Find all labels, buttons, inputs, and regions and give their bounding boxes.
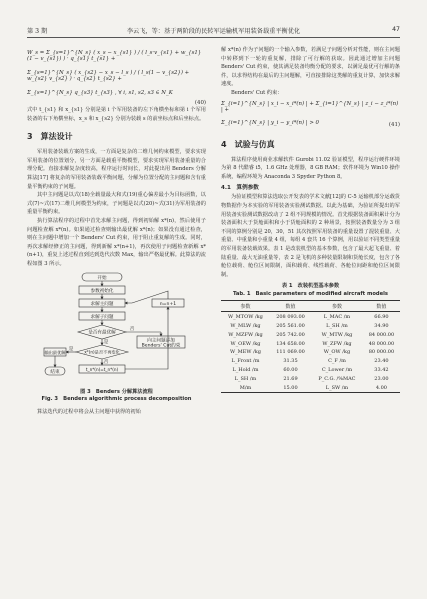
table-cell: 33.42 — [374, 367, 389, 374]
table-cell: W_MTOW /kg — [228, 313, 263, 320]
right-column — [221, 46, 400, 393]
flow-cut-label: 向主问题添加 — [146, 337, 175, 343]
table-cell: L_SH /m — [326, 322, 348, 329]
table-cell: 205 561.00 — [276, 322, 305, 329]
equation-41-line2: Σ_{i=1}^{N_s} | y_i − y_i*(n) | > 0 — [221, 119, 319, 126]
table-cell: L_MAC /m — [323, 313, 351, 320]
table-header-cell: 数值 — [270, 301, 311, 312]
flow-decision2-label: x*(n)是否不再变化 — [83, 349, 120, 355]
equation-41-number: (41) — [388, 121, 400, 128]
table-cell: 4.00 — [363, 383, 400, 392]
subsection-4-1-heading: 4.1 算例参数 — [221, 185, 259, 192]
equation-41 — [221, 101, 400, 131]
table-row — [221, 312, 400, 321]
equation-40-line3: Σ_{s=1}^{N_s} q_{s3} t_{s3} , ∀ i, s1, s2, s3 ∈ N_K — [27, 90, 173, 96]
table-header-cell: 数值 — [363, 301, 400, 312]
table-cell: W_OEW /kg — [230, 340, 261, 347]
flow-output-label: 输出最优解 — [44, 349, 65, 355]
table-cell: W_MZFW /kg — [228, 331, 263, 338]
figure-3-caption-en: Fig. 3 Benders algorithmic process decomposition — [41, 396, 192, 402]
table-row — [221, 348, 400, 357]
table-cell: 21.69 — [283, 376, 298, 383]
table-cell: 205 742.00 — [276, 331, 305, 338]
table-cell: 84 000.00 — [368, 331, 395, 338]
section-4-heading: 4 试验与仿真 — [221, 139, 275, 149]
left-column — [27, 46, 206, 416]
table-cell: 80 000.00 — [368, 349, 395, 356]
section-3-heading: 3 算法设计 — [27, 132, 73, 142]
table-cell: C_F /m — [328, 358, 346, 365]
equation-40-number: (40) — [194, 100, 206, 106]
equation-40 — [27, 50, 206, 106]
table-cell: L_Front /m — [231, 358, 260, 365]
table-1-title-en: Tab. 1 Basic parameters of modified aircraft models — [232, 290, 389, 297]
table-row — [221, 357, 400, 366]
flow-cut-label2: Benders' Cut约束 — [141, 342, 180, 348]
table-1-title-zh: 表 1 改装机型基本参数 — [281, 283, 340, 290]
table-header-row — [221, 301, 400, 312]
paragraph-4-2: 为验证模型和算法选取公开发表的学术文献[12]的 C-5 运输机部分运载货物数据作为本实验的军用装备实验测试数据。以此为基础，为验证所提出的军用装备实验测试数据改动了 2 组不同规模的情况。首先根据装备面积累计分为装备面积大于货舱面积和小于货舱面积的 2 种场景，按照装备数量分为 3 组不同的算例分别是 20，30，51 其次按照军用装备的重量设置了混装重量、大重量、中重量和小重量 4 组，每组 4 套共 16 个算例，用以验证不同类型重量的军用装备装载效果。表 1 是改装机型的基本参数，包含了最大起飞重量、着陆重量、最大无油重量等，表 2 是飞机的多种装量限制和货舱长度，包含了各舱位载荷、舱位区间限制，面积载荷、线性载荷、各舱位间距和舱位区间限制。 — [221, 194, 400, 278]
table-cell: 60.00 — [283, 367, 298, 374]
table-header-cell: 参数 — [311, 301, 363, 312]
paragraph-3-2: 其中主问题是以式(18)全载量最大和式(19)重心偏差最小为目标函数，以式(7)~式(17)二维几何模型为约束，子问题是以式(20)~式(31)为军用装备的重量平衡约束。 — [27, 192, 206, 216]
flow-iter-label: n=n+1 — [159, 301, 176, 307]
table-cell: P_C.G. /%MAC — [318, 376, 356, 383]
flow-no-label: 否 — [129, 326, 134, 332]
flow-yes-label-2: 是 — [68, 346, 73, 352]
equation-41-line1: Σ_{i=1}^{N_s} | x_i − x_i*(n) | + Σ_{i=1}^{N_s} | z_i − z_i*(n) | + — [221, 100, 399, 113]
table-cell: 208 093.00 — [276, 313, 305, 320]
figure-3-caption-zh: 图 3 Benders 分解算法流程 — [80, 388, 153, 395]
table-cell: L_SW /m — [311, 383, 363, 392]
table-cell: 134 658.00 — [276, 340, 305, 347]
table-cell: W_MEW /kg — [229, 349, 261, 356]
paragraph-right-0: 解 x*(n) 作为子问题的一个输入参数，若满足子问题分析对性能，则在主问题中转移到下一轮的重复解，排除了可行解的获取。因此通过增加主问题 Benders' Cut 约束，使其满足装备均衡分配的要求，以满足最优可行解的条件，以求得结构在最后的主问题解，可直接排除这类解的重复计算，加快求解速度。 — [221, 47, 400, 88]
running-title: 李云飞，等：基于两阶段的民转军运输机军用装备载重平衡优化 — [126, 28, 301, 35]
flow-end-label: 结束 — [49, 369, 60, 375]
table-cell: 23.40 — [374, 358, 389, 365]
table-cell: M/m — [221, 383, 270, 392]
table-row — [221, 375, 400, 384]
paragraph-4-1: 算法程序使用商业求解软件 Gurobi 11.02 验证模型，程序运行硬件环境为第 8 代酷睿 i5，1.6 GHz 处理器，8 GB RAM；软件环境为 Win10 操作系统，编程环境为 Anaconda 3 Spyder Python 8。 — [221, 156, 400, 180]
table-cell: C_Lower /m — [321, 367, 353, 374]
benders-cut-intro: Benders' Cut 约束： — [231, 89, 283, 96]
flow-decision-label: 是否有最优解 — [87, 330, 116, 336]
table-cell: 23.00 — [374, 376, 389, 383]
table-cell: W_MLW /kg — [230, 322, 261, 329]
table-cell: 66.90 — [374, 313, 389, 320]
table-row — [221, 321, 400, 330]
table-cell: 111 069.00 — [276, 349, 305, 356]
table-row — [221, 366, 400, 375]
table-cell: W_ZFW /kg — [322, 340, 352, 347]
table-row — [221, 339, 400, 348]
table-cell: 48 000.00 — [368, 340, 395, 347]
table-cell: L_SH /m — [234, 376, 257, 383]
flow-master-label: 求解主问题 — [90, 301, 113, 307]
paragraph-3-3: 执行算法程序的过程中首先求解主问题，得到初始解 x*(n)，然后使用子问题检查解 x*(n)。如果通过检查则输出最优解 x*(n)；如果没有通过检查，则在主问题中增加一个 Benders' Cut 约束，用于阻止重复解的生成。同时，再次求解经修正的主问题，得到新解 x*(n+1)，再次使用子问题检查新解 x*(n+1)，重复上述过程直到达到迭代次数 Max，输出严格最优解。此算法的流程如图 3 所示。 — [27, 217, 206, 267]
equation-40-line2: Σ_{s=1}^{N_s} ( x_{s2} − x_s − l_s ) / ( l_s(1 − v_{s2}) + w_{s2} v_{s2} ) · q_{s2} t_{s2} + — [27, 70, 190, 82]
flow-update-label: t_n*(n)=t_n*(n) — [85, 366, 118, 372]
flow-init-label: 参数初始化 — [90, 288, 113, 294]
table-cell: L_Hold /m — [232, 367, 259, 374]
table-header-cell: 参数 — [221, 301, 270, 312]
header-rule — [27, 37, 400, 38]
flow-sub-label: 求解子问题 — [90, 314, 113, 320]
table-body — [221, 312, 400, 393]
table-cell: 15.00 — [270, 383, 311, 392]
table-1 — [221, 300, 400, 393]
flow-yes-label: 是 — [103, 339, 108, 345]
issue-number: 第 3 期 — [27, 28, 48, 35]
paragraph-after-eq40: 式中 t_{s1} 和 x_{s1} 分别是第 i 个军用装备的左下角横坐标和第 i 个军用装备的右下角横坐标，x_s 和 x_{s2} 分别为装载 s 的前坐标点和后坐标点。 — [27, 107, 206, 122]
paragraph-3-1: 军用装备装载方案的生成，一方面是复杂的二维几何约束模型，要求实现军用装备的位置划分，另一方面是载重平衡模型，要求实现军用装备重量的合理分配。直接求解复杂度较高，程序运行时间长，对此提出用 Benders 分解算法[17] 将复杂的军用装备装载平衡问题，分解为位置分配的主问题和含有重量平衡约束的子问题。 — [27, 149, 206, 190]
table-row — [221, 330, 400, 339]
table-cell: 34.90 — [374, 322, 389, 329]
table-row — [221, 383, 400, 392]
benders-flowchart — [42, 271, 192, 389]
table-cell: W_OW /kg — [323, 349, 351, 356]
flow-start-label: 开始 — [96, 275, 107, 281]
table-cell: W_MTW /kg — [321, 331, 353, 338]
equation-40-line1: W_s = Σ_{s=1}^{N_s} ( x_s − x_{s1} ) / ( l_s·v_{s1} + w_{s1}(1 − v_{s1}) ) · q_{s1} t_{s1} + — [27, 50, 202, 62]
table-cell: 31.35 — [283, 358, 298, 365]
page-number: 47 — [392, 26, 400, 33]
flow-no-label-2: 否 — [103, 359, 108, 365]
paragraph-3-4: 算法迭代的过程中将会从主问题中获得的初始 — [37, 408, 141, 415]
